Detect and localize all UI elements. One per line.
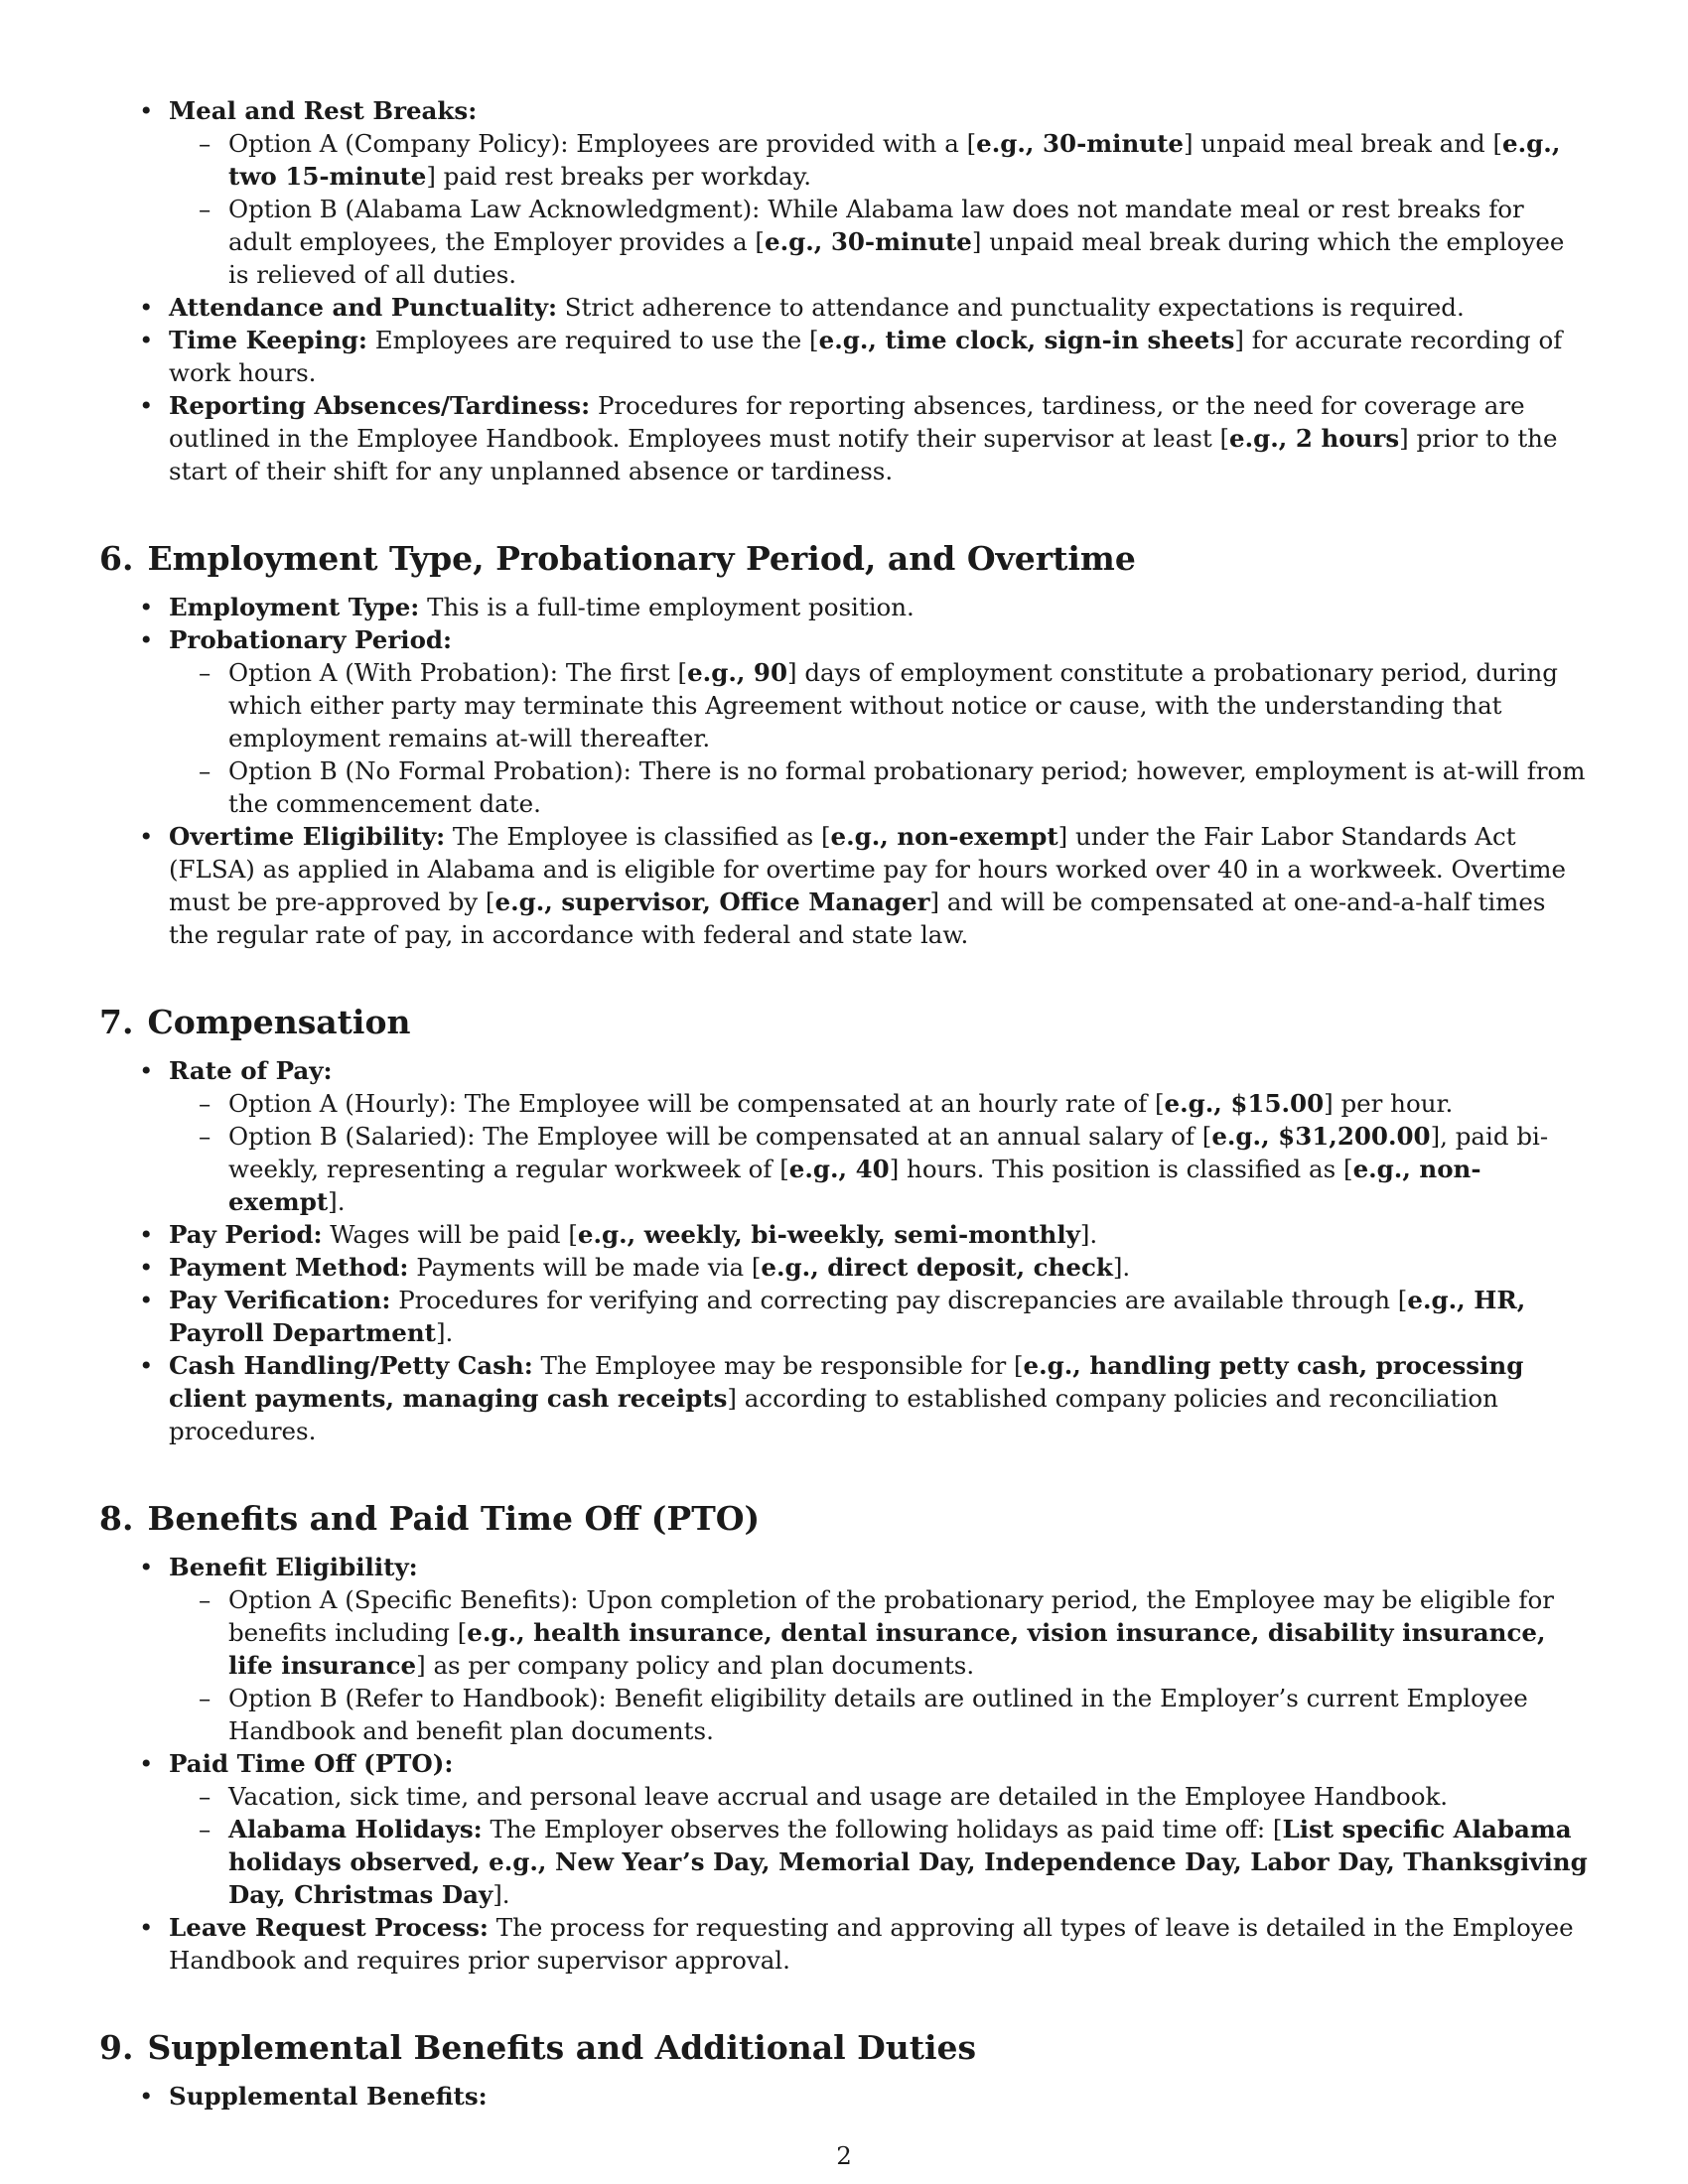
list-item-attendance: • Attendance and Punctuality: Strict adherence to attendance and punctuality expectations is required. [99,291,1589,324]
list-item-time-keeping: • Time Keeping: Employees are required to use the [e.g., time clock, sign-in sheets] for accurate recording of work hours. [99,324,1589,389]
list-item-reporting-absences: • Reporting Absences/Tardiness: Procedures for reporting absences, tardiness, or the need for coverage are outlined in the Employee Handbook. Employees must notify their supervisor at least [e.g., 2 hours] prior to the start of their shift for any unplanned absence or tardiness. [99,389,1589,487]
document-page [99,94,1589,2113]
section-heading: 7. Compensation [99,1003,411,1041]
section-5-continued [99,94,1589,487]
list-item-leave-request: • Leave Request Process: The process for requesting and approving all types of leave is detailed in the Employee Handbook and requires prior supervisor approval. [99,1911,1589,1977]
list-item-rate-of-pay: • Rate of Pay: [99,1054,1589,1087]
sub-item-benefits-option-b: – Option B (Refer to Handbook): Benefit eligibility details are outlined in the Employer’s current Employee Handbook and benefit plan documents. [99,1682,1589,1747]
sub-item-meal-option-b: – Option B (Alabama Law Acknowledgment): While Alabama law does not mandate meal or rest breaks for adult employees, the Employer provides a [e.g., 30-minute] unpaid meal break during which the employee is relieved of all duties. [99,193,1589,291]
list-item-overtime-eligibility: • Overtime Eligibility: The Employee is classified as [e.g., non-exempt] under the Fair Labor Standards Act (FLSA) as applied in Alabama and is eligible for overtime pay for hours worked over 40 in a workweek. Overtime must be pre-approved by [e.g., supervisor, Office Manager] and will be compensated at one-and-a-half times the regular rate of pay, in accordance with federal and state law. [99,820,1589,951]
section-heading: 6. Employment Type, Probationary Period, and Overtime [99,539,1136,578]
section-9 [99,2028,1589,2113]
sub-item-pto-leave: – Vacation, sick time, and personal leave accrual and usage are detailed in the Employee Handbook. [99,1780,1589,1813]
list-item-pay-period: • Pay Period: Wages will be paid [e.g., weekly, bi-weekly, semi-monthly]. [99,1218,1589,1251]
section-8 [99,1499,1589,1977]
section-heading: 9. Supplemental Benefits and Additional Duties [99,2028,977,2067]
list-item-probationary-period: • Probationary Period: [99,623,1589,656]
list-item-employment-type: • Employment Type: This is a full-time employment position. [99,591,1589,623]
sub-item-pay-option-b: – Option B (Salaried): The Employee will be compensated at an annual salary of [e.g., $31,200.00], paid bi-weekly, representing a regular workweek of [e.g., 40] hours. This position is classified as [e.g., non-exempt]. [99,1120,1589,1218]
section-6 [99,539,1589,951]
sub-item-meal-option-a: – Option A (Company Policy): Employees are provided with a [e.g., 30-minute] unpaid meal break and [e.g., two 15-minute] paid rest breaks per workday. [99,127,1589,193]
page-number: 2 [836,2141,852,2170]
section-7 [99,1003,1589,1447]
list-item-pay-verification: • Pay Verification: Procedures for verifying and correcting pay discrepancies are available through [e.g., HR, Payroll Department]. [99,1284,1589,1349]
list-item-supplemental-benefits: • Supplemental Benefits: [99,2080,1589,2113]
sub-item-benefits-option-a: – Option A (Specific Benefits): Upon completion of the probationary period, the Employee may be eligible for benefits including [e.g., health insurance, dental insurance, vision insurance, disability insurance, life insurance] as per company policy and plan documents. [99,1583,1589,1682]
sub-item-probation-option-b: – Option B (No Formal Probation): There is no formal probationary period; however, employment is at-will from the commencement date. [99,754,1589,820]
sub-item-pay-option-a: – Option A (Hourly): The Employee will be compensated at an hourly rate of [e.g., $15.00] per hour. [99,1087,1589,1120]
list-item-benefit-eligibility: • Benefit Eligibility: [99,1551,1589,1583]
item-label: Meal and Rest Breaks: [169,96,478,125]
list-item-cash-handling: • Cash Handling/Petty Cash: The Employee may be responsible for [e.g., handling petty cash, processing client payments, managing cash receipts] according to established company policies and reconciliation procedures. [99,1349,1589,1447]
section-heading: 8. Benefits and Paid Time Off (PTO) [99,1499,761,1538]
sub-item-alabama-holidays: – Alabama Holidays: The Employer observes the following holidays as paid time off: [List specific Alabama holidays observed, e.g., New Year’s Day, Memorial Day, Independence Day, Labor Day, Thanksgiving Day, Christmas Day]. [99,1813,1589,1911]
list-item-meal-rest-breaks [99,94,1589,127]
list-item-paid-time-off: • Paid Time Off (PTO): [99,1747,1589,1780]
sub-item-probation-option-a: – Option A (With Probation): The first [e.g., 90] days of employment constitute a probationary period, during which either party may terminate this Agreement without notice or cause, with the understanding that employment remains at-will thereafter. [99,656,1589,754]
list-item-payment-method: • Payment Method: Payments will be made via [e.g., direct deposit, check]. [99,1251,1589,1284]
